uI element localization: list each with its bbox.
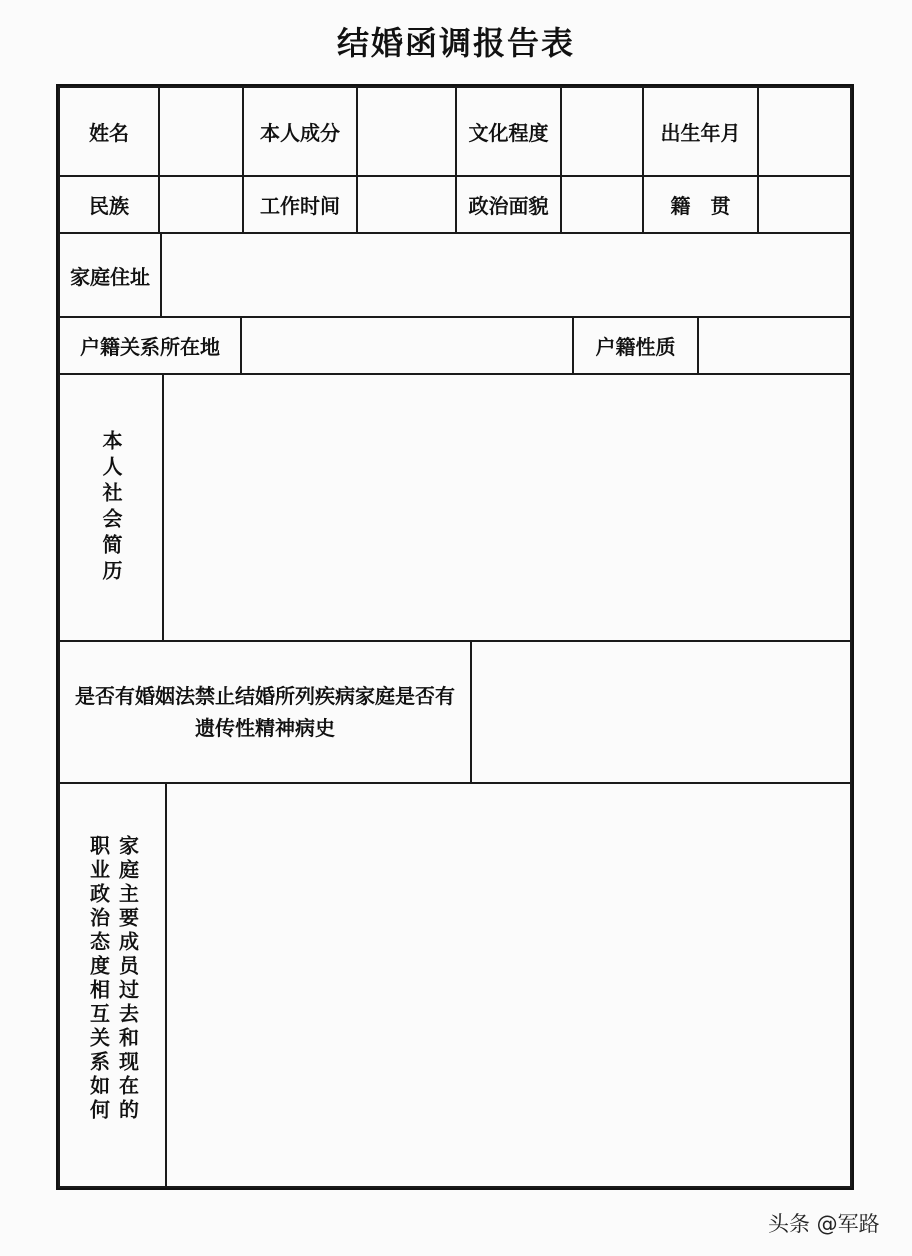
disease-field[interactable] [470,640,852,784]
education-field[interactable] [560,86,644,177]
birth-field[interactable] [757,86,852,177]
family-label-text: 家庭主要成员过去和现在的职业政治态度相互关系如何 [86,835,140,1123]
resume-field[interactable] [162,373,852,642]
education-label: 文化程度 [455,86,562,177]
resume-label [58,373,164,642]
disease-label [58,640,472,784]
birth-label: 出生年月 [642,86,759,177]
address-label: 家庭住址 [58,232,162,318]
hukou-type-label: 户籍性质 [572,316,699,375]
address-field[interactable] [160,232,852,318]
work-time-label: 工作时间 [242,175,358,234]
form-title: 结婚函调报告表 [336,24,575,62]
native-place-label: 籍 贯 [642,175,759,234]
ethnicity-field[interactable] [158,175,244,234]
name-field[interactable] [158,86,244,177]
native-place-field[interactable] [757,175,852,234]
political-field[interactable] [560,175,644,234]
name-label: 姓名 [58,86,160,177]
disease-label-text: 是否有婚姻法禁止结婚所列疾病家庭是否有遗传性精神病史 [75,684,455,740]
family-label [58,782,167,1188]
origin-label: 本人成分 [242,86,358,177]
resume-label-text: 本人社会简历 [99,429,123,586]
ethnicity-label: 民族 [58,175,160,234]
hukou-type-field[interactable] [697,316,852,375]
work-time-field[interactable] [356,175,457,234]
family-field[interactable] [165,782,852,1188]
political-label: 政治面貌 [455,175,562,234]
watermark: 头条 @军路 [768,1212,880,1236]
origin-field[interactable] [356,86,457,177]
hukou-location-label: 户籍关系所在地 [58,316,242,375]
hukou-location-field[interactable] [240,316,574,375]
